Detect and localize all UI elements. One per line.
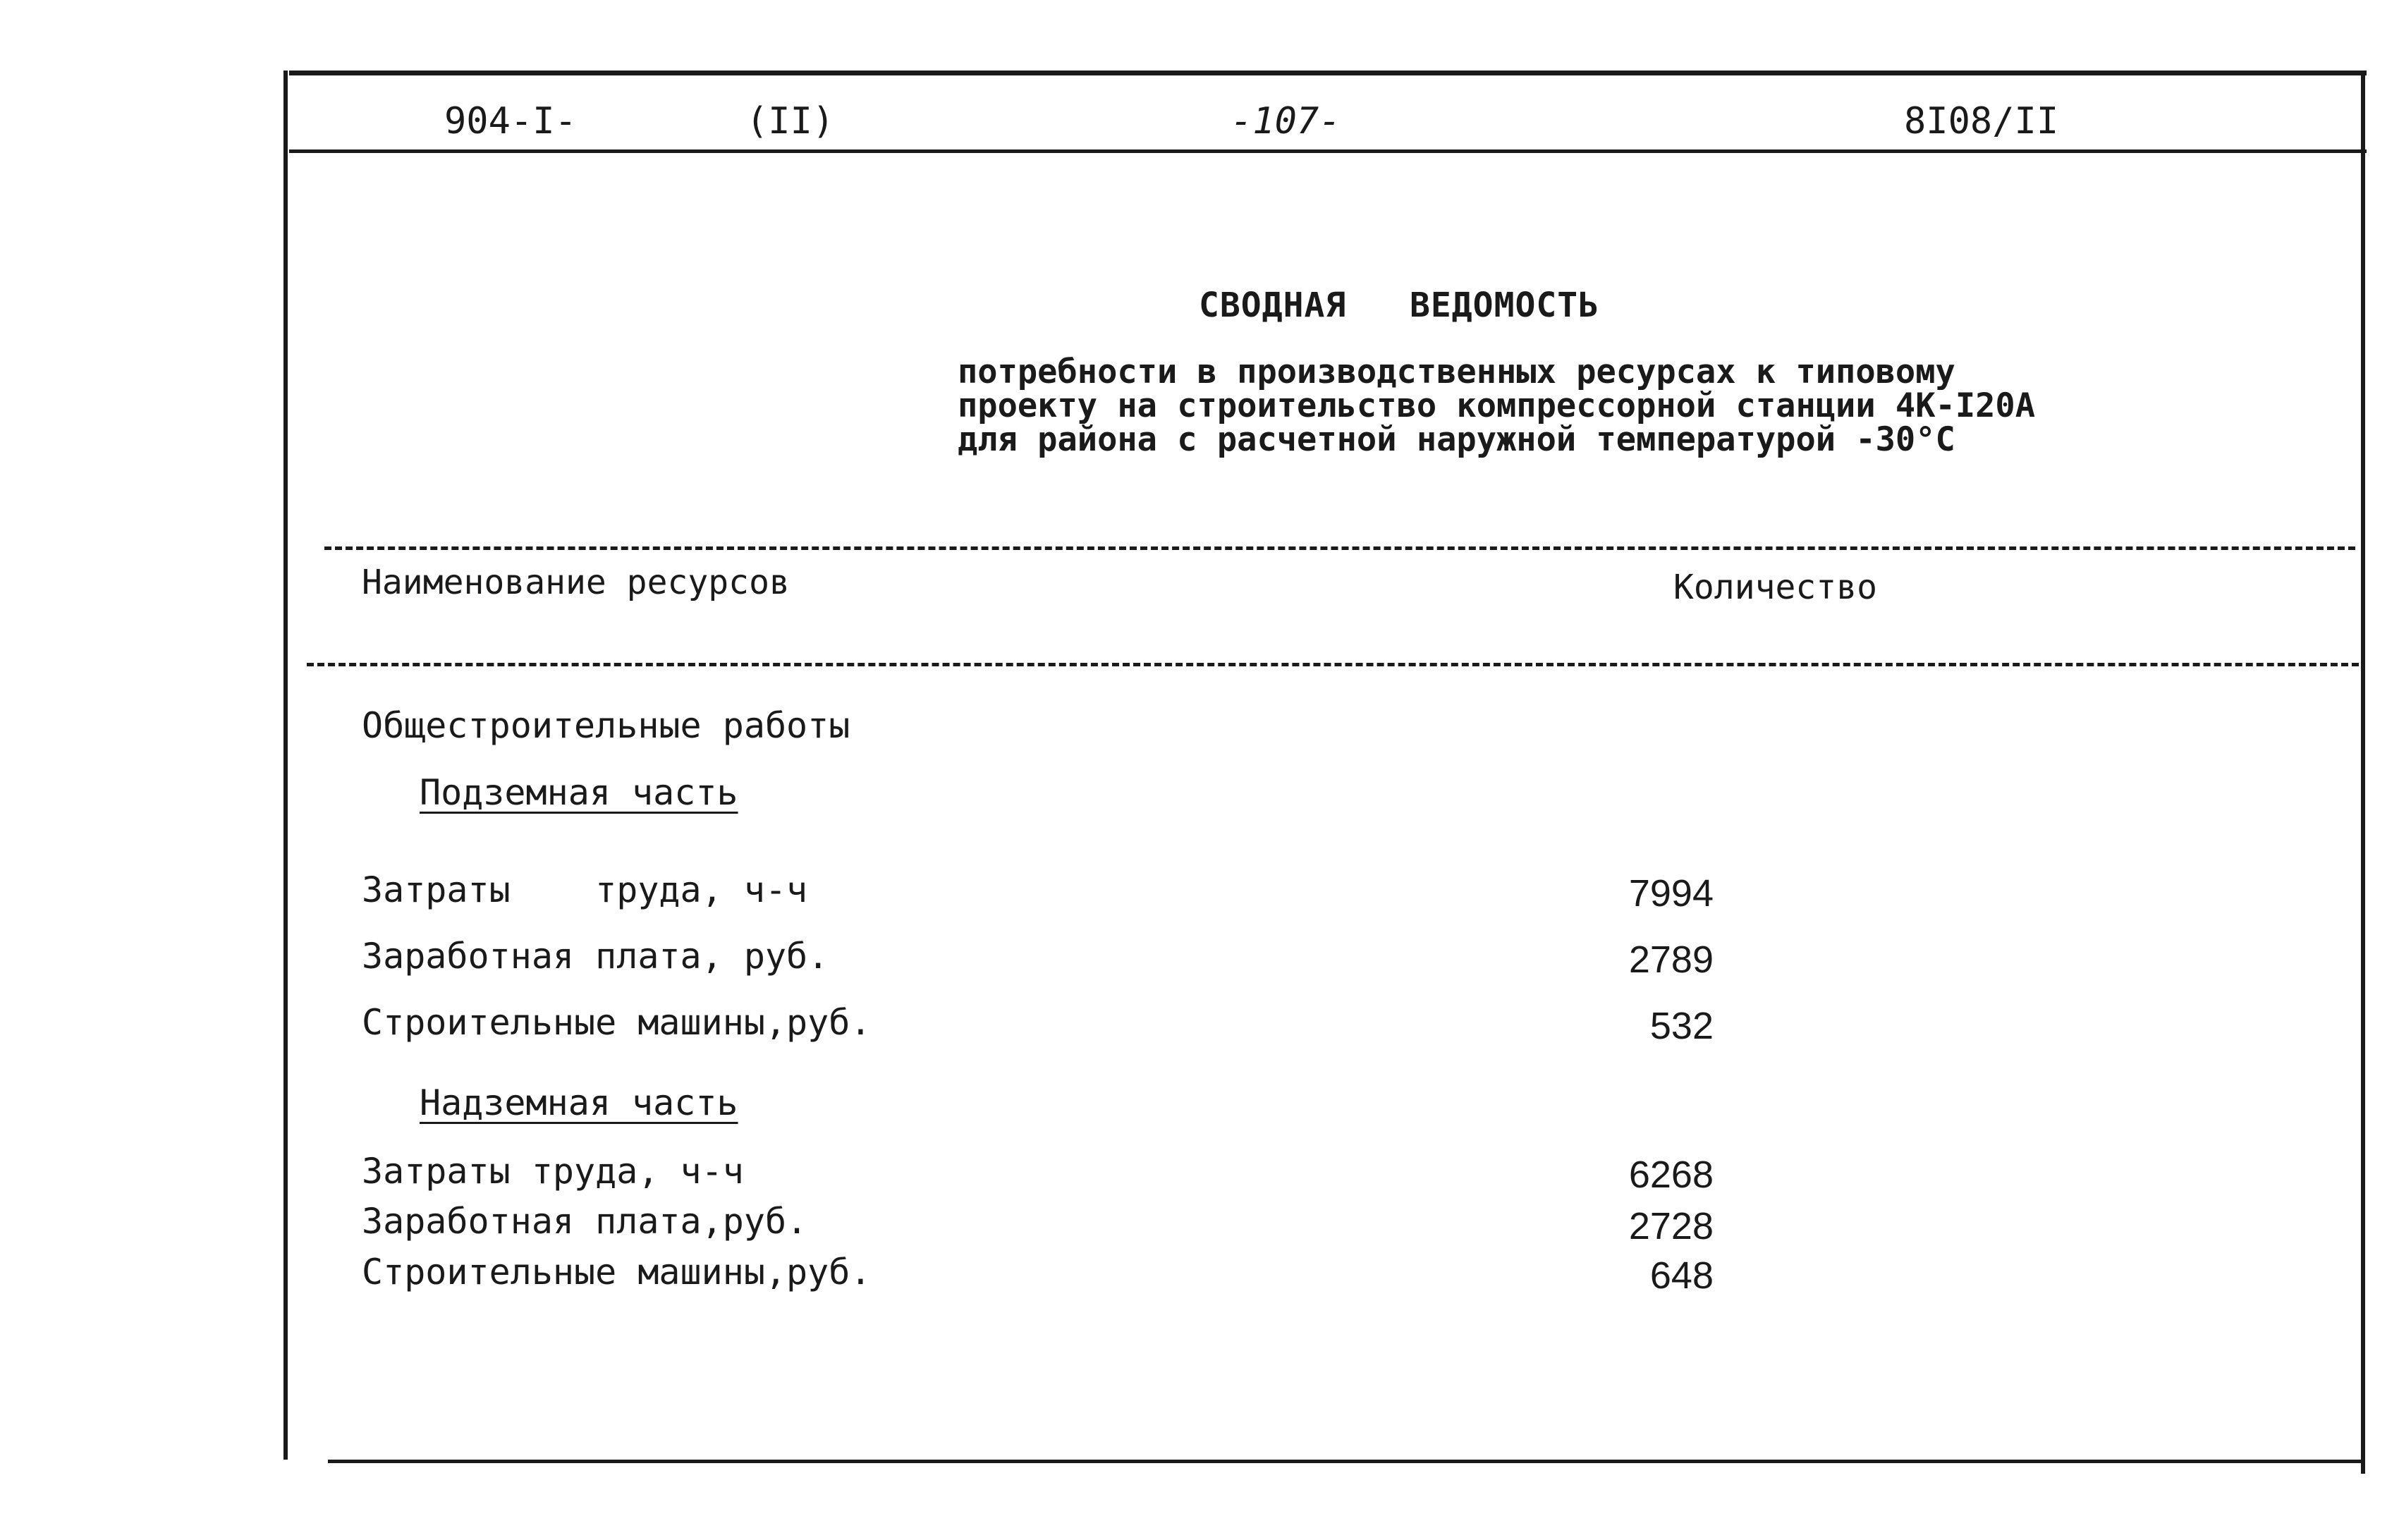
group-label-underground: Подземная часть (420, 772, 738, 813)
row-value: 7994 (1628, 872, 1714, 915)
row-value: 6268 (1628, 1154, 1714, 1196)
subtitle-line-3: для района с расчетной наружной температурой -30°С (958, 420, 1955, 459)
row-name: Заработная плата, руб. (362, 936, 829, 977)
row-name: Затраты труда, ч-ч (362, 1151, 744, 1192)
header-album: 8I08/II (1904, 100, 2059, 142)
frame-top-border (289, 71, 2367, 75)
column-header-name: Наименование ресурсов (362, 563, 790, 602)
frame-header-separator (289, 149, 2367, 153)
document-title: СВОДНАЯ ВЕДОМОСТЬ (1199, 286, 1600, 325)
frame-right-border (2361, 71, 2365, 1474)
frame-bottom-border (328, 1460, 2362, 1463)
row-name: Строительные машины,руб. (362, 1252, 872, 1292)
row-value: 648 (1649, 1254, 1714, 1297)
table-top-rule (324, 546, 2355, 550)
header-part: (II) (746, 100, 835, 142)
section-title: Общестроительные работы (362, 705, 850, 746)
group-label-aboveground: Надземная часть (420, 1082, 738, 1123)
table-header-rule (307, 663, 2359, 666)
subtitle-line-2: проекту на строительство компрессорной станции 4К-I20А (958, 386, 2036, 425)
row-name: Заработная плата,руб. (362, 1201, 808, 1242)
row-value: 2789 (1628, 939, 1714, 981)
header-series: 904-I- (444, 100, 577, 142)
row-name: Затраты труда, ч-ч (362, 869, 808, 910)
header-page-number: -107- (1231, 100, 1341, 142)
subtitle-line-1: потребности в производственных ресурсах к типовому (958, 353, 1955, 391)
frame-left-border (283, 71, 288, 1460)
row-value: 2728 (1628, 1205, 1714, 1247)
row-name: Строительные машины,руб. (362, 1002, 872, 1043)
row-value: 532 (1649, 1005, 1714, 1047)
column-header-quantity: Количество (1673, 568, 1877, 607)
